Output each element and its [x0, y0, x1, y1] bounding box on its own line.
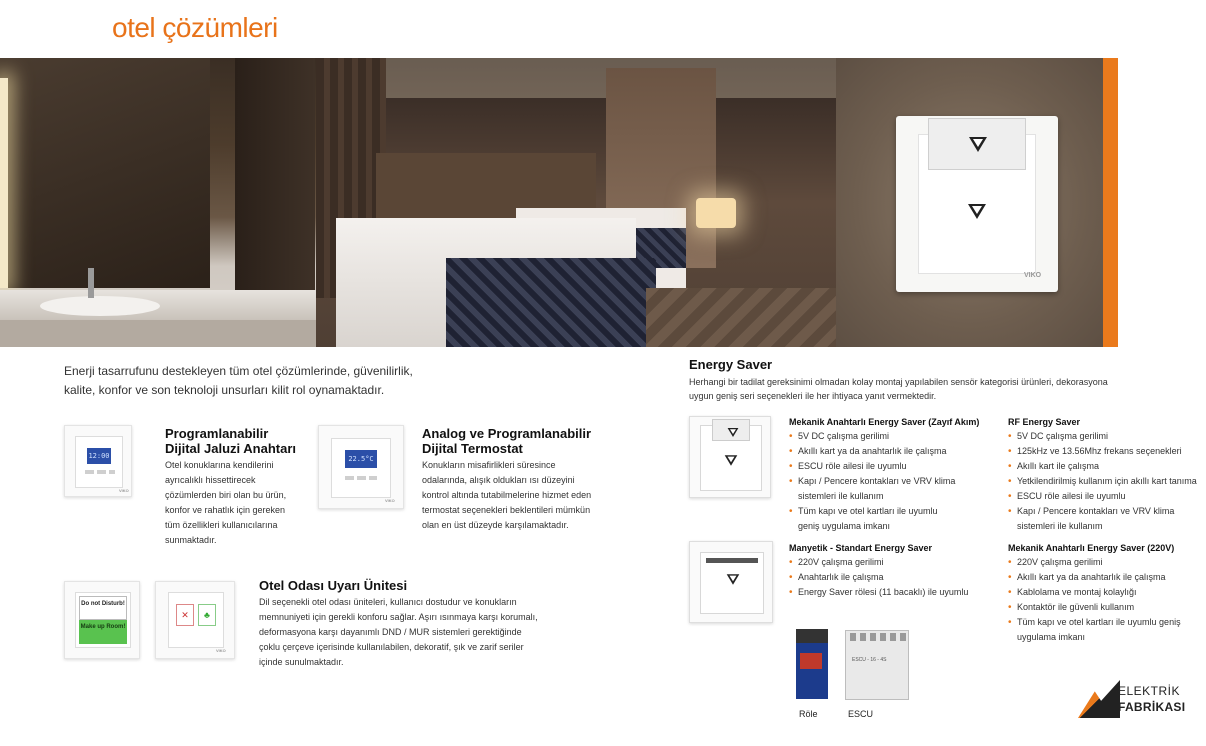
list-item: • ESCU röle ailesi ile uyumlu: [1008, 489, 1206, 504]
hero-photo-strip: [0, 58, 1118, 347]
down-arrow-icon: [968, 204, 986, 219]
manyetik-switch-image: [689, 541, 773, 623]
down-arrow-icon: [727, 574, 740, 585]
accent-bar: [1103, 58, 1118, 347]
list-item: • Energy Saver rölesi (11 bacaklı) ile uyumlu: [789, 585, 999, 600]
rf-title: RF Energy Saver: [1008, 417, 1081, 427]
jaluzi-display: 12:00: [87, 448, 111, 464]
relay-image: [796, 629, 828, 699]
uyari-title: Otel Odası Uyarı Ünitesi: [259, 578, 408, 593]
brand-logo: VIKO: [119, 488, 129, 493]
list-item: • 220V çalışma gerilimi: [1008, 555, 1206, 570]
list-item: • 5V DC çalışma gerilimi: [789, 429, 999, 444]
sink: [40, 296, 160, 316]
mur-panel: Make up Room!: [79, 620, 127, 644]
escu-pins: [850, 633, 906, 641]
manyetik-list: [789, 555, 999, 600]
jaluzi-desc: Otel konuklarına kendilerini ayrıcalıklı hissettirecek çözümlerden biri olan bu ürün, konfor ve rahatlık için gereken tüm özellikleri kullanıcılarına sunmaktadır.: [165, 460, 287, 545]
mur-symbol-icon: ♣: [198, 604, 216, 626]
list-item: • ESCU röle ailesi ile uyumlu: [789, 459, 999, 474]
energy-saver-title: Energy Saver: [689, 357, 773, 372]
relay-caption: Röle: [799, 709, 818, 719]
down-arrow-icon: [725, 455, 738, 466]
mirror-light: [0, 78, 8, 288]
thermostat-image: [318, 425, 404, 509]
lamp: [696, 198, 736, 228]
list-item: • Akıllı kart ile çalışma: [1008, 459, 1206, 474]
list-item: • Akıllı kart ya da anahtarlık ile çalışma: [789, 444, 999, 459]
bedroom-photo: [316, 58, 836, 347]
intro-text: Enerji tasarrufunu destekleyen tüm otel çözümlerinde, güvenilirlik, kalite, konfor ve son teknoloji unsurları kilit rol oynamaktadır.: [64, 364, 413, 397]
logo-line1: ELEKTRİK: [1118, 684, 1181, 698]
uyari-desc: Dil seçenekli otel odası üniteleri, kullanıcı dostudur ve konukların memnuniyeti için gerekli konforu sağlar. Aşırı ısınmaya karşı korumalı, deformasyona karşı dayanımlı DND / MUR sistemleri gerektiğinde çoklu çerçeve içerisinde kullanılabilen, dekoratif, şık ve zarif seriler içinde sunulmaktadır.: [259, 597, 538, 667]
elektrik-fabrikasi-logo-icon: [1078, 680, 1120, 718]
faucet: [88, 268, 94, 298]
page-title: otel çözümleri: [112, 12, 278, 43]
card-slot: [706, 558, 758, 563]
thermostat-buttons: [345, 476, 377, 480]
list-item: • Yetkilendirilmiş kullanım için akıllı kart tanıma: [1008, 474, 1200, 489]
list-item: • Kontaktör ile güvenli kullanım: [1008, 600, 1206, 615]
brand-logo: VIKO: [216, 648, 226, 653]
vanity-front: [0, 320, 316, 347]
escu-image: [845, 630, 909, 700]
escu-label: ESCU - 16 - 4S: [852, 657, 887, 663]
keycard: [928, 118, 1026, 170]
logo-line2: FABRİKASI: [1118, 700, 1186, 714]
list-item: • 125kHz ve 13.56Mhz frekans seçenekleri: [1008, 444, 1206, 459]
patterned-carpet: [646, 288, 836, 347]
rf-column: [1008, 417, 1206, 534]
keycard-switch-plate: [896, 116, 1058, 292]
down-arrow-icon: [728, 428, 739, 437]
list-item: • Kapı / Pencere kontakları ve VRV klima sistemleri ile kullanım: [1008, 504, 1178, 534]
manyetik-title: Manyetik - Standart Energy Saver: [789, 543, 933, 553]
thermostat-title: Analog ve Programlanabilir Dijital Termostat: [422, 426, 592, 456]
dnd-symbol-icon: ✕: [176, 604, 194, 626]
mekanik-zayif-title: Mekanik Anahtarlı Energy Saver (Zayıf Akım): [789, 417, 980, 427]
keycard-switch-photo: [836, 58, 1103, 347]
brand-logo: VIKO: [1024, 272, 1042, 279]
list-item: • Anahtarlık ile çalışma: [789, 570, 999, 585]
dnd-mur-switch-image: [155, 581, 235, 659]
rf-list: [1008, 429, 1206, 534]
dnd-panel: Do not Disturb!: [79, 596, 127, 620]
down-arrow-icon: [969, 137, 987, 152]
mekanik-220-title: Mekanik Anahtarlı Energy Saver (220V): [1008, 543, 1175, 553]
jaluzi-switch-image: [64, 425, 132, 497]
mirror: [0, 58, 210, 288]
jaluzi-buttons: [85, 470, 115, 474]
ceiling: [316, 58, 836, 98]
thermostat-desc: Konukların misafirlikleri süresince odalarında, alışık oldukları ısı düzeyini kontrol altında tutabilmelerine hizmet eden termostat seçenekleri beklentileri mümkün olan en üst düzeyde karşılamaktadır.: [422, 460, 592, 530]
bathroom-photo: [0, 58, 316, 347]
mekanik-zayif-column: [789, 417, 999, 534]
mekanik-zayif-list: [789, 429, 999, 534]
jaluzi-title: Programlanabilir Dijital Jaluzi Anahtarı: [165, 426, 296, 456]
energy-saver-desc: Herhangi bir tadilat gereksinimi olmadan kolay montaj yapılabilen sensör kategorisi ürünleri, dekorasyona uygun geniş seri seçenekleri ile her ihtiyaca yanıt vermektedir.: [689, 377, 1108, 401]
bed-runner: [446, 258, 656, 347]
mekanik-220-column: [1008, 543, 1206, 645]
list-item: • 5V DC çalışma gerilimi: [1008, 429, 1206, 444]
mekanik-switch-image: [689, 416, 771, 498]
brand-logo: VIKO: [385, 498, 395, 503]
list-item: • Akıllı kart ya da anahtarlık ile çalışma: [1008, 570, 1206, 585]
mekanik-220-list: [1008, 555, 1206, 645]
list-item: • 220V çalışma gerilimi: [789, 555, 999, 570]
escu-caption: ESCU: [848, 709, 874, 719]
dnd-unit-image: [64, 581, 140, 659]
thermostat-display: 22.5°C: [345, 450, 377, 468]
list-item: • Kapı / Pencere kontakları ve VRV klima sistemleri ile kullanım: [789, 474, 959, 504]
list-item: • Kablolama ve montaj kolaylığı: [1008, 585, 1206, 600]
manyetik-column: [789, 543, 999, 600]
list-item: • Tüm kapı ve otel kartları ile uyumlu geniş uygulama imkanı: [789, 504, 959, 534]
list-item: • Tüm kapı ve otel kartları ile uyumlu geniş uygulama imkanı: [1008, 615, 1193, 645]
